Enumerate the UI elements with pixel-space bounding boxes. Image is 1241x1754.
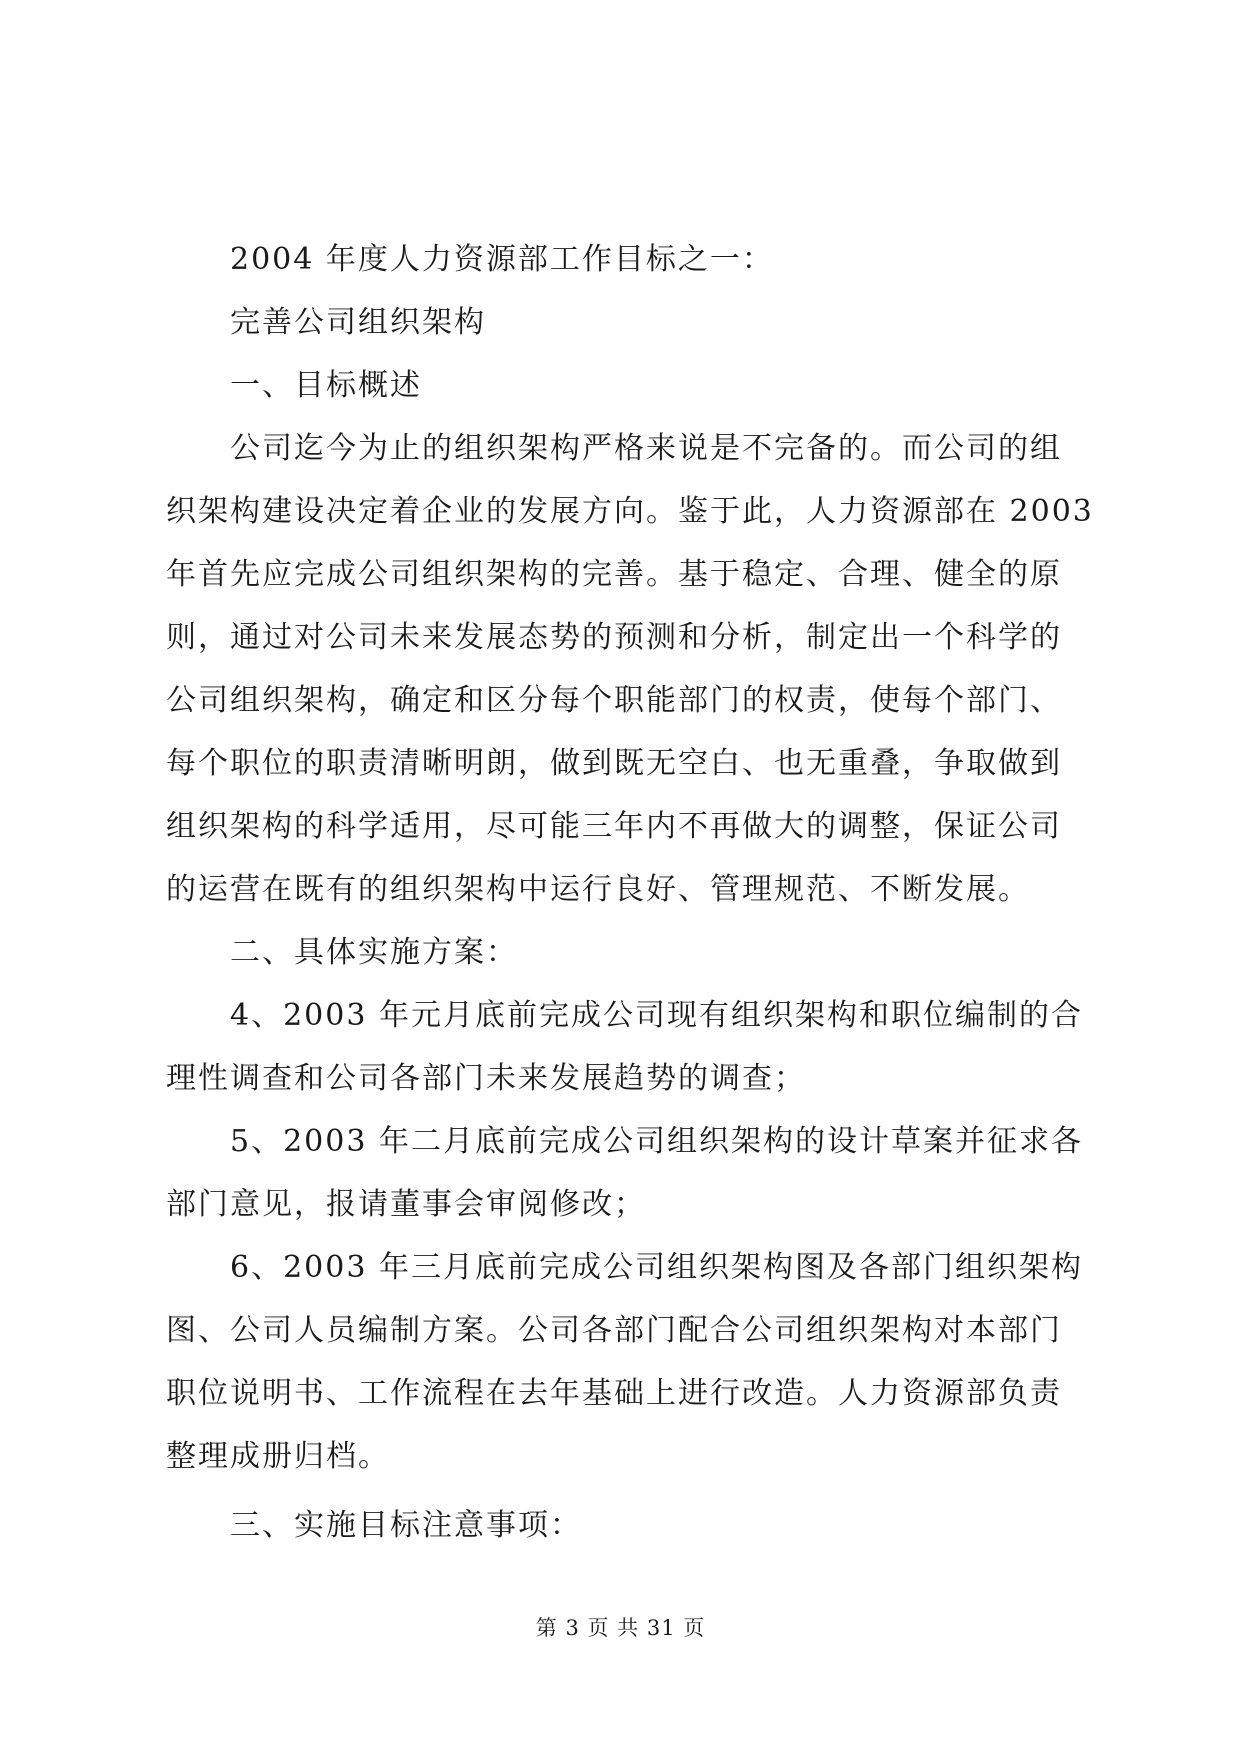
paragraph-line: 组织架构的科学适用，尽可能三年内不再做大的调整，保证公司 (166, 809, 1062, 844)
section-heading-notes: 三、实施目标注意事项： (230, 1508, 582, 1543)
list-item-line: 6、2003 年三月底前完成公司组织架构图及各部门组织架构 (230, 1250, 1083, 1285)
list-item-line: 职位说明书、工作流程在去年基础上进行改造。人力资源部负责 (166, 1376, 1062, 1411)
section-heading-overview: 一、目标概述 (230, 368, 422, 403)
page-footer: 第 3 页 共 31 页 (535, 1616, 706, 1640)
paragraph-line: 织架构建设决定着企业的发展方向。鉴于此，人力资源部在 2003 (166, 494, 1094, 529)
list-item-line: 整理成册归档。 (166, 1439, 390, 1474)
section-heading-plan: 二、具体实施方案： (230, 935, 518, 970)
document-body (166, 228, 1094, 1557)
list-item-line: 理性调查和公司各部门未来发展趋势的调查； (166, 1061, 806, 1096)
list-item-line: 4、2003 年元月底前完成公司现有组织架构和职位编制的合 (230, 998, 1083, 1033)
paragraph-line: 每个职位的职责清晰明朗，做到既无空白、也无重叠，争取做到 (166, 746, 1062, 781)
goal-heading: 完善公司组织架构 (230, 305, 486, 340)
paragraph-line: 公司迄今为止的组织架构严格来说是不完备的。而公司的组 (230, 431, 1062, 466)
document-title-line: 2004 年度人力资源部工作目标之一： (230, 242, 774, 277)
list-item-line: 5、2003 年二月底前完成公司组织架构的设计草案并征求各 (230, 1124, 1083, 1159)
paragraph-line: 公司组织架构，确定和区分每个职能部门的权责，使每个部门、 (166, 683, 1062, 718)
paragraph-line: 年首先应完成公司组织架构的完善。基于稳定、合理、健全的原 (166, 557, 1062, 592)
list-item-line: 图、公司人员编制方案。公司各部门配合公司组织架构对本部门 (166, 1313, 1062, 1348)
paragraph-line: 的运营在既有的组织架构中运行良好、管理规范、不断发展。 (166, 872, 1030, 907)
list-item-line: 部门意见，报请董事会审阅修改； (166, 1187, 646, 1222)
paragraph-line: 则，通过对公司未来发展态势的预测和分析，制定出一个科学的 (166, 620, 1062, 655)
